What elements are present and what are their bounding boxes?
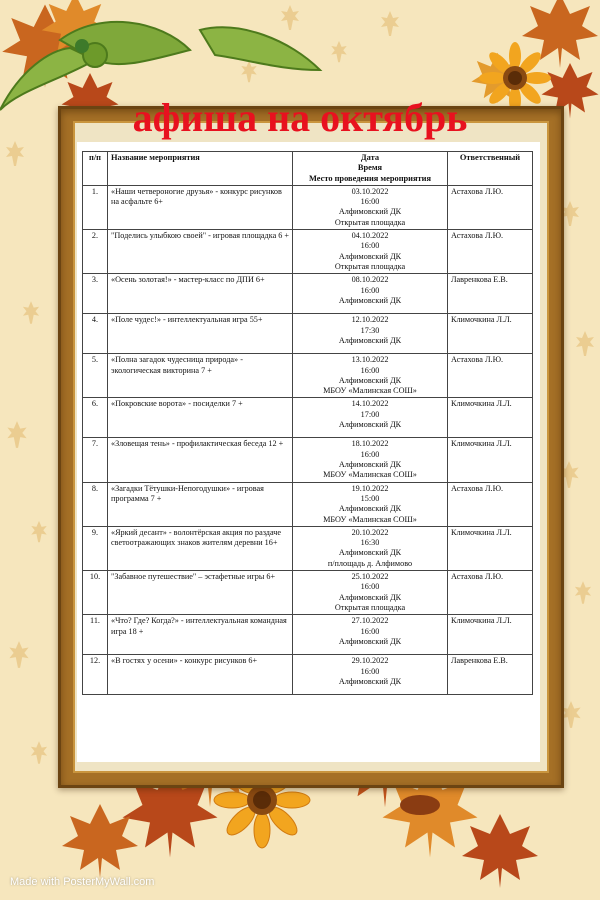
date-line: Открытая площадка xyxy=(334,217,406,227)
date-line: 18.10.2022 xyxy=(351,439,389,449)
poster-title: афиша на октябрь xyxy=(132,95,468,140)
event-responsible: Климочкина Л.Л. xyxy=(448,398,533,438)
date-line: 17:00 xyxy=(360,409,380,419)
date-line: Алфимовский ДК xyxy=(338,375,402,385)
table-row xyxy=(83,526,533,570)
event-name: «Что? Где? Когда?» - интеллектуальная командная игра 18 + xyxy=(108,615,293,655)
date-line: Открытая площадка xyxy=(334,261,406,271)
event-name: «Зловещая тень» - профилактическая беседа 12 + xyxy=(108,438,293,482)
table-row xyxy=(83,398,533,438)
row-number: 1. xyxy=(83,185,108,229)
table-row xyxy=(83,655,533,695)
table-row xyxy=(83,571,533,615)
events-table xyxy=(82,151,533,695)
date-line: 25.10.2022 xyxy=(351,572,389,582)
event-responsible: Астахова Л.Ю. xyxy=(448,482,533,526)
event-date-place xyxy=(293,571,448,615)
row-number: 3. xyxy=(83,274,108,314)
date-line: Алфимовский ДК xyxy=(338,504,402,514)
event-responsible: Астахова Л.Ю. xyxy=(448,230,533,274)
event-responsible: Астахова Л.Ю. xyxy=(448,354,533,398)
event-name: «Осень золотая!» - мастер-класс по ДПИ 6+ xyxy=(108,274,293,314)
event-name: «Покровские ворота» - посиделки 7 + xyxy=(108,398,293,438)
date-line: МБОУ «Малинская СОШ» xyxy=(323,386,417,396)
date-line: Алфимовский ДК xyxy=(338,460,402,470)
date-line: 20.10.2022 xyxy=(351,527,389,537)
row-number: 2. xyxy=(83,230,108,274)
date-line: 16:00 xyxy=(360,666,380,676)
date-line: 17:30 xyxy=(360,325,380,335)
row-number: 10. xyxy=(83,571,108,615)
date-line: 16:00 xyxy=(360,365,380,375)
date-line: 14.10.2022 xyxy=(351,399,389,409)
date-line: 29.10.2022 xyxy=(351,656,389,666)
date-line: 12.10.2022 xyxy=(351,315,389,325)
date-line: 16:00 xyxy=(360,285,380,295)
event-date-place xyxy=(293,482,448,526)
event-responsible: Лавренкова Е.В. xyxy=(448,274,533,314)
event-responsible: Климочкина Л.Л. xyxy=(448,615,533,655)
row-number: 11. xyxy=(83,615,108,655)
event-name: «Наши четвероногие друзья» - конкурс рисунков на асфальте 6+ xyxy=(108,185,293,229)
row-number: 4. xyxy=(83,314,108,354)
row-number: 12. xyxy=(83,655,108,695)
event-name: "Забавное путешествие" – эстафетные игры 6+ xyxy=(108,571,293,615)
table-row xyxy=(83,274,533,314)
event-date-place xyxy=(293,354,448,398)
table-row xyxy=(83,314,533,354)
event-date-place xyxy=(293,615,448,655)
event-name: «Яркий десант» - волонтёрская акция по раздаче светоотражающих знаков жителям деревни 16+ xyxy=(108,526,293,570)
event-date-place xyxy=(293,438,448,482)
date-line: МБОУ «Малинская СОШ» xyxy=(323,514,417,524)
event-date-place xyxy=(293,655,448,695)
header-date-line: Место проведения мероприятия xyxy=(308,173,431,183)
event-date-place xyxy=(293,526,448,570)
events-body xyxy=(83,185,533,694)
date-line: 15:00 xyxy=(360,493,380,503)
date-line: 16:00 xyxy=(360,449,380,459)
event-name: «В гостях у осени» - конкурс рисунков 6+ xyxy=(108,655,293,695)
row-number: 5. xyxy=(83,354,108,398)
date-line: Алфимовский ДК xyxy=(338,251,402,261)
event-date-place xyxy=(293,230,448,274)
event-name: "Поделись улыбкою своей" - игровая площадка 6 + xyxy=(108,230,293,274)
date-line: Алфимовский ДК xyxy=(338,548,402,558)
event-responsible: Астахова Л.Ю. xyxy=(448,185,533,229)
row-number: 7. xyxy=(83,438,108,482)
event-name: «Полна загадок чудесница природа» - экологическая викторина 7 + xyxy=(108,354,293,398)
row-number: 8. xyxy=(83,482,108,526)
date-line: 08.10.2022 xyxy=(351,275,389,285)
date-line: Алфимовский ДК xyxy=(338,676,402,686)
header-name: Название мероприятия xyxy=(108,152,293,186)
event-name: «Поле чудес!» - интеллектуальная игра 55+ xyxy=(108,314,293,354)
header-number: п/п xyxy=(83,152,108,186)
event-responsible: Лавренкова Е.В. xyxy=(448,655,533,695)
table-row xyxy=(83,482,533,526)
row-number: 9. xyxy=(83,526,108,570)
date-line: 13.10.2022 xyxy=(351,355,389,365)
event-date-place xyxy=(293,274,448,314)
event-name: «Загадки Тётушки-Непогодушки» - игровая программа 7 + xyxy=(108,482,293,526)
date-line: 16:00 xyxy=(360,582,380,592)
date-line: 16:00 xyxy=(360,626,380,636)
table-row xyxy=(83,438,533,482)
event-date-place xyxy=(293,185,448,229)
event-responsible: Климочкина Л.Л. xyxy=(448,438,533,482)
date-line: Алфимовский ДК xyxy=(338,420,402,430)
header-date-line: Время xyxy=(357,163,383,173)
date-line: 27.10.2022 xyxy=(351,616,389,626)
date-line: п/площадь д. Алфимово xyxy=(327,558,413,568)
date-line: 03.10.2022 xyxy=(351,186,389,196)
event-responsible: Климочкина Л.Л. xyxy=(448,526,533,570)
date-line: 16:30 xyxy=(360,538,380,548)
table-row xyxy=(83,230,533,274)
header-date-line: Дата xyxy=(360,153,380,162)
date-line: МБОУ «Малинская СОШ» xyxy=(323,470,417,480)
date-line: 16:00 xyxy=(360,197,380,207)
event-responsible: Астахова Л.Ю. xyxy=(448,571,533,615)
row-number: 6. xyxy=(83,398,108,438)
date-line: Алфимовский ДК xyxy=(338,335,402,345)
date-line: Открытая площадка xyxy=(334,602,406,612)
date-line: 04.10.2022 xyxy=(351,231,389,241)
footer-credit: Made with PosterMyWall.com xyxy=(10,876,155,888)
table-row xyxy=(83,615,533,655)
date-line: Алфимовский ДК xyxy=(338,295,402,305)
event-date-place xyxy=(293,398,448,438)
date-line: Алфимовский ДК xyxy=(338,592,402,602)
event-date-place xyxy=(293,314,448,354)
date-line: Алфимовский ДК xyxy=(338,207,402,217)
table-row xyxy=(83,354,533,398)
table-row xyxy=(83,185,533,229)
date-line: 19.10.2022 xyxy=(351,483,389,493)
header-date xyxy=(293,152,448,186)
table-header-row xyxy=(83,152,533,186)
date-line: Алфимовский ДК xyxy=(338,636,402,646)
date-line: 16:00 xyxy=(360,241,380,251)
event-responsible: Климочкина Л.Л. xyxy=(448,314,533,354)
header-responsible: Ответственный xyxy=(448,152,533,186)
